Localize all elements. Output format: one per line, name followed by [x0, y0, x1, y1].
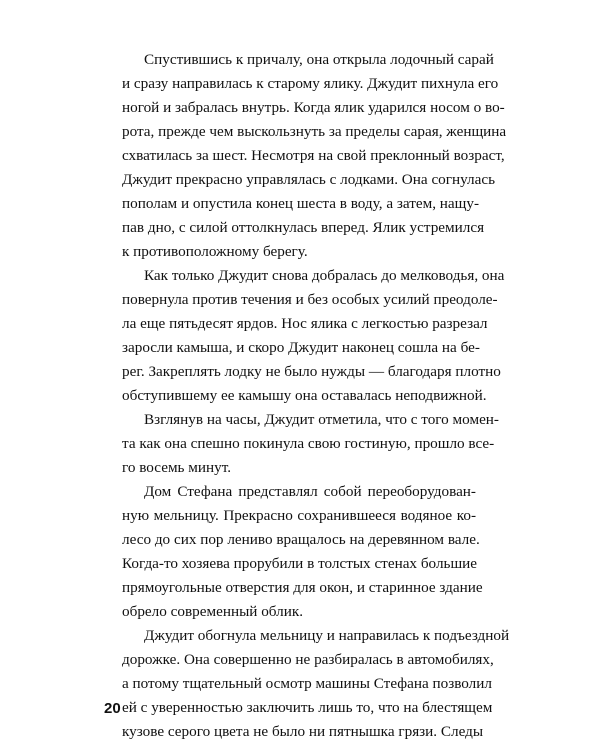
paragraph-5-line-1: Джудит обогнула мельницу и направилась к подъездной — [144, 627, 510, 644]
paragraph-5-line-5: кузове серого цвета не было ни пятнышка грязи. Следы — [122, 723, 484, 740]
paragraph-1-line-6: Джудит прекрасно управлялась с лодками. Она согнулась — [122, 171, 496, 188]
paragraph-2-line-2: повернула против течения и без особых усилий преодоле- — [122, 291, 498, 308]
paragraph-2-line-3: ла еще пятьдесят ярдов. Нос ялика с легкостью разрезал — [122, 315, 488, 332]
paragraph-1-line-8: пав дно, с силой оттолкнулась вперед. Ялик устремился — [122, 219, 485, 236]
paragraph-4-line-6: обрело современный облик. — [122, 603, 304, 620]
paragraph-3-line-1: Взглянув на часы, Джудит отметила, что с того момен- — [144, 411, 499, 428]
paragraph-4-line-3: лесо до сих пор лениво вращалось на деревянном вале. — [122, 531, 480, 548]
paragraph-2-line-4: заросли камыша, и скоро Джудит наконец сошла на бе- — [122, 339, 480, 356]
paragraph-2-line-6: обступившему ее камышу она оставалась неподвижной. — [122, 387, 487, 404]
paragraph-4-line-5: прямоугольные отверстия для окон, и старинное здание — [122, 579, 483, 596]
paragraph-1-line-4: рота, прежде чем выскользнуть за пределы сарая, женщина — [122, 123, 507, 140]
paragraph-1-line-5: схватилась за шест. Несмотря на свой преклонный возраст, — [122, 147, 505, 164]
paragraph-1-line-2: и сразу направилась к старому ялику. Джудит пихнула его — [122, 75, 499, 92]
paragraph-1-line-9: к противоположному берегу. — [122, 243, 308, 260]
paragraph-4-line-2: ную мельницу. Прекрасно сохранившееся водяное ко- — [122, 507, 476, 524]
page-number: 20 — [104, 700, 121, 717]
paragraph-1-line-3: ногой и забралась внутрь. Когда ялик ударился носом о во- — [122, 99, 505, 116]
paragraph-4-line-1: Дом Стефана представлял собой переоборудован- — [144, 483, 476, 500]
paragraph-1-line-1: Спустившись к причалу, она открыла лодочный сарай — [144, 51, 494, 68]
paragraph-3-line-2: та как она спешно покинула свою гостиную, прошло все- — [122, 435, 495, 452]
paragraph-2-line-5: рег. Закреплять лодку не было нужды — благодаря плотно — [122, 363, 501, 380]
paragraph-5-line-2: дорожке. Она совершенно не разбиралась в автомобилях, — [122, 651, 494, 668]
paragraph-5-line-4: ей с уверенностью заключить лишь то, что на блестящем — [122, 699, 493, 716]
paragraph-4-line-4: Когда-то хозяева прорубили в толстых стенах большие — [122, 555, 478, 572]
paragraph-1-line-7: пополам и опустила конец шеста в воду, а затем, нащу- — [122, 195, 480, 212]
paragraph-2-line-1: Как только Джудит снова добралась до мелководья, она — [144, 267, 505, 284]
paragraph-5-line-3: а потому тщательный осмотр машины Стефана позволил — [122, 675, 492, 692]
paragraph-3-line-3: го восемь минут. — [122, 459, 232, 476]
